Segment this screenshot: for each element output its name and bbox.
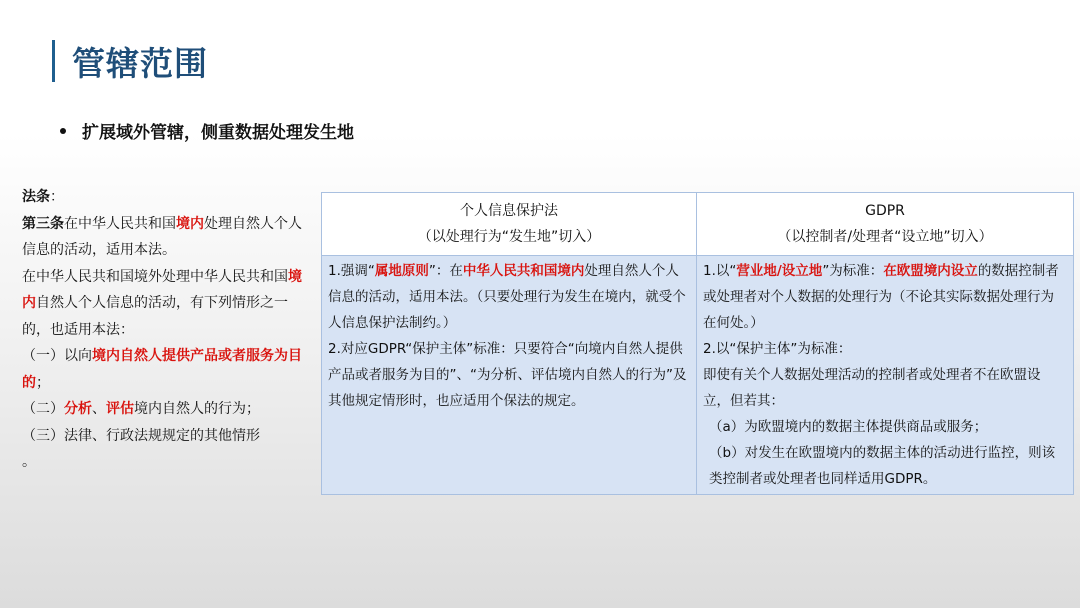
- pipl-point-1: 1.强调“属地原则”：在中华人民共和国境内处理自然人个人信息的活动，适用本法。（只要处理行为发生在境内，就受个人信息保护法制约。）: [328, 263, 686, 331]
- pipl-point-2: 2.对应GDPR“保护主体”标准：只要符合“向境内自然人提供产品或者服务为目的”、“为分析、评估境内自然人的行为”及其他规定情形时，也应适用个保法的规定。: [328, 341, 687, 409]
- law-heading: 法条：: [22, 189, 64, 205]
- article-item-3: （三）法律、行政法规规定的其他情形: [22, 427, 260, 444]
- bullet-text: 扩展域外管辖，侧重数据处理发生地: [82, 123, 354, 143]
- table-cell-gdpr: [697, 256, 1074, 495]
- article-paragraph-2: 在中华人民共和国境外处理中华人民共和国境内自然人个人信息的活动，有下列情形之一的，也适用本法：: [22, 268, 302, 338]
- table-header-gdpr: GDPR （以控制者/处理者“设立地”切入）: [697, 193, 1074, 256]
- article-item-2: （二）分析、评估境内自然人的行为；: [22, 401, 260, 417]
- table-header-pipl: 个人信息保护法 （以处理行为“发生地”切入）: [322, 193, 697, 256]
- table-row: [322, 256, 1074, 495]
- comparison-table: [321, 192, 1074, 495]
- article-end: 。: [22, 454, 36, 470]
- gdpr-point-2: 2.以“保护主体”为标准：: [703, 341, 852, 357]
- gdpr-point-2-detail: 即使有关个人数据处理活动的控制者或处理者不在欧盟设立，但若其：: [703, 367, 1041, 409]
- article-paragraph-1: 第三条在中华人民共和国境内处理自然人个人信息的活动，适用本法。: [22, 215, 302, 258]
- table-header-row: [322, 193, 1074, 256]
- gdpr-point-2-a: （a）为欧盟境内的数据主体提供商品或服务；: [709, 419, 988, 435]
- article-item-1: （一）以向境内自然人提供产品或者服务为目的；: [22, 348, 302, 391]
- gdpr-point-1: 1.以“营业地/设立地”为标准：在欧盟境内设立的数据控制者或处理者对个人数据的处理行为（不论其实际数据处理行为在何处。）: [703, 263, 1059, 331]
- title-accent-bar: [52, 40, 55, 82]
- law-article-text: [22, 184, 304, 476]
- page-title: 管辖范围: [72, 44, 208, 83]
- bullet-dot-icon: [60, 128, 66, 134]
- gdpr-point-2-b: （b）对发生在欧盟境内的数据主体的活动进行监控，则该类控制者或处理者也同样适用GDPR。: [709, 445, 1056, 487]
- table-cell-pipl: [322, 256, 697, 495]
- bullet-point: [60, 118, 354, 143]
